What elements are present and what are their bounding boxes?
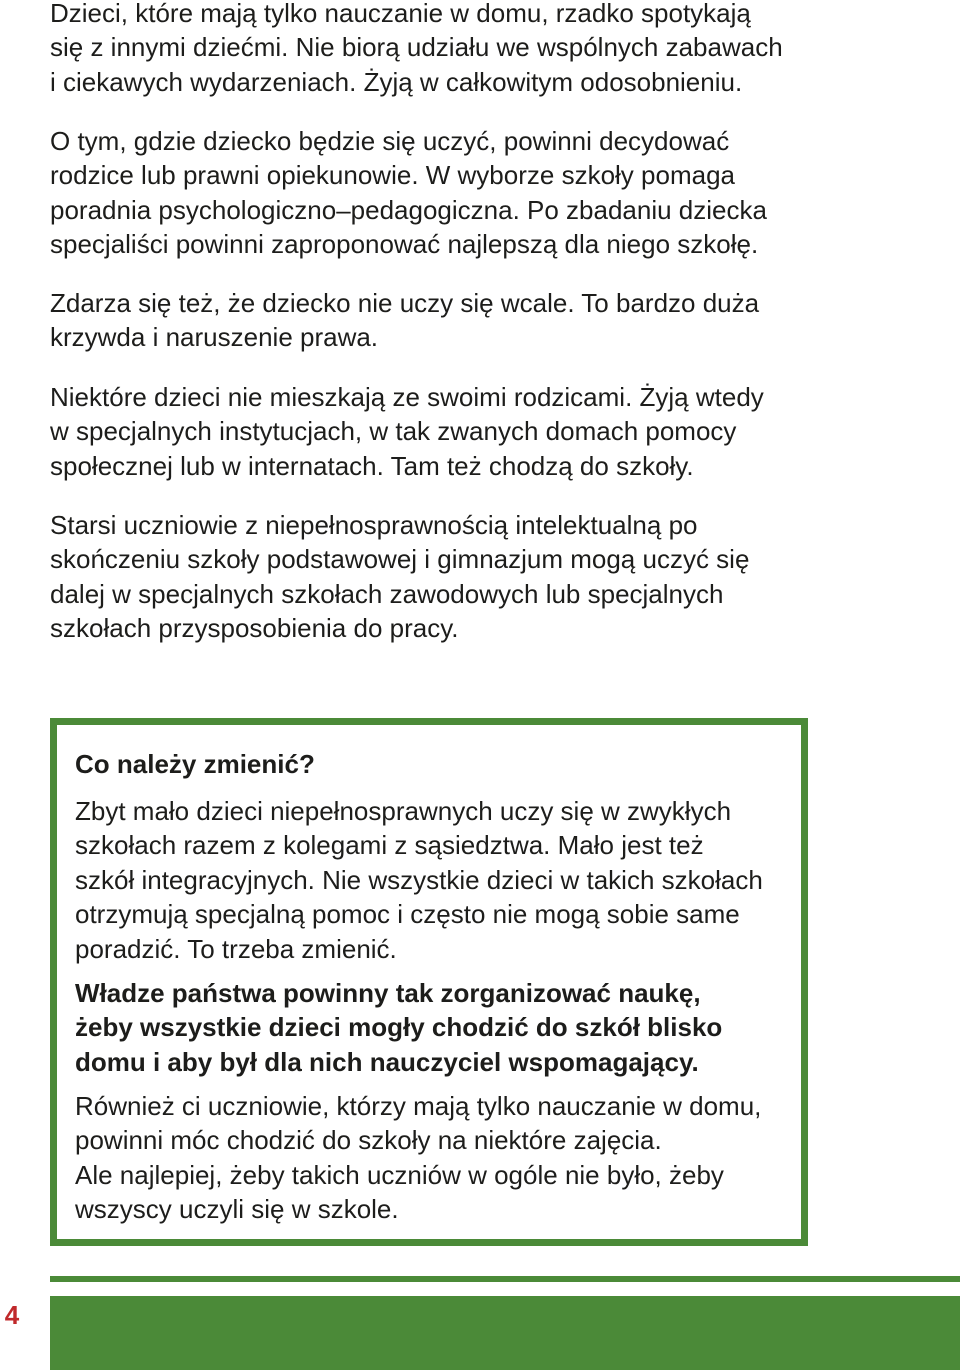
text-line: O tym, gdzie dziecko będzie się uczyć, powinni decydować — [50, 126, 730, 156]
text-line: Zbyt mało dzieci niepełnosprawnych uczy się w zwykłych — [75, 796, 732, 826]
text-line: domu i aby był dla nich nauczyciel wspomagający. — [75, 1046, 699, 1077]
text-line: Zdarza się też, że dziecko nie uczy się wcale. To bardzo duża — [50, 288, 760, 318]
text-line: poradnia psychologiczno–pedagogiczna. Po zbadaniu dziecka — [50, 194, 767, 225]
text-line: otrzymują specjalną pomoc i często nie mogą sobie same — [75, 899, 740, 930]
paragraph-older-students — [50, 508, 930, 646]
text-line: szkół integracyjnych. Nie wszystkie dzieci w takich szkołach — [75, 864, 763, 895]
text-line: się z innymi dziećmi. Nie biorą udziału we wspólnych zabawach — [50, 32, 783, 63]
text-line: Również ci uczniowie, którzy mają tylko nauczanie w domu, — [75, 1091, 762, 1121]
paragraph-home-schooling — [50, 0, 930, 99]
text-line: rodzice lub prawni opiekunowie. W wyborze szkoły pomaga — [50, 160, 735, 191]
text-line: Starsi uczniowie z niepełnosprawnością intelektualną po — [50, 510, 698, 540]
text-line: poradzić. To trzeba zmienić. — [75, 933, 397, 964]
paragraph-no-schooling — [50, 286, 930, 355]
box-paragraph-demand — [75, 976, 795, 1079]
text-line: krzywda i naruszenie prawa. — [50, 322, 379, 353]
text-line: w specjalnych instytucjach, w tak zwanych domach pomocy — [50, 416, 737, 447]
box-heading: Co należy zmienić? — [75, 749, 315, 779]
text-line: Niektóre dzieci nie mieszkają ze swoimi rodzicami. Żyją wtedy — [50, 382, 764, 412]
box-paragraph-problem — [75, 794, 795, 966]
text-line: żeby wszystkie dzieci mogły chodzić do szkół blisko — [75, 1012, 723, 1043]
text-line: specjaliści powinni zaproponować najlepszą dla niego szkołę. — [50, 229, 759, 260]
text-line: dalej w specjalnych szkołach zawodowych lub specjalnych — [50, 578, 724, 609]
text-line: Władze państwa powinny tak zorganizować naukę, — [75, 978, 701, 1008]
page-number: 4 — [4, 1300, 20, 1330]
text-line: Dzieci, które mają tylko nauczanie w domu, rzadko spotykają — [50, 0, 751, 28]
box-paragraph-home-students — [75, 1089, 795, 1227]
text-line: wszyscy uczyli się w szkole. — [75, 1194, 399, 1225]
text-line: Ale najlepiej, żeby takich uczniów w ogóle nie było, żeby — [75, 1159, 724, 1190]
text-line: i ciekawych wydarzeniach. Żyją w całkowitym odosobnieniu. — [50, 66, 743, 97]
paragraph-institutions — [50, 380, 930, 483]
paragraph-school-choice — [50, 124, 930, 262]
text-line: szkołach przysposobienia do pracy. — [50, 613, 459, 644]
footer-bar — [50, 1296, 960, 1370]
text-line: szkołach razem z kolegami z sąsiedztwa. Mało jest też — [75, 830, 704, 861]
text-line: skończeniu szkoły podstawowej i gimnazjum mogą uczyć się — [50, 544, 750, 575]
footer-divider — [50, 1276, 960, 1282]
text-line: społecznej lub w internatach. Tam też chodzą do szkoły. — [50, 450, 694, 481]
what-to-change-box — [50, 718, 808, 1246]
text-line: powinni móc chodzić do szkoły na niektóre zajęcia. — [75, 1125, 662, 1156]
